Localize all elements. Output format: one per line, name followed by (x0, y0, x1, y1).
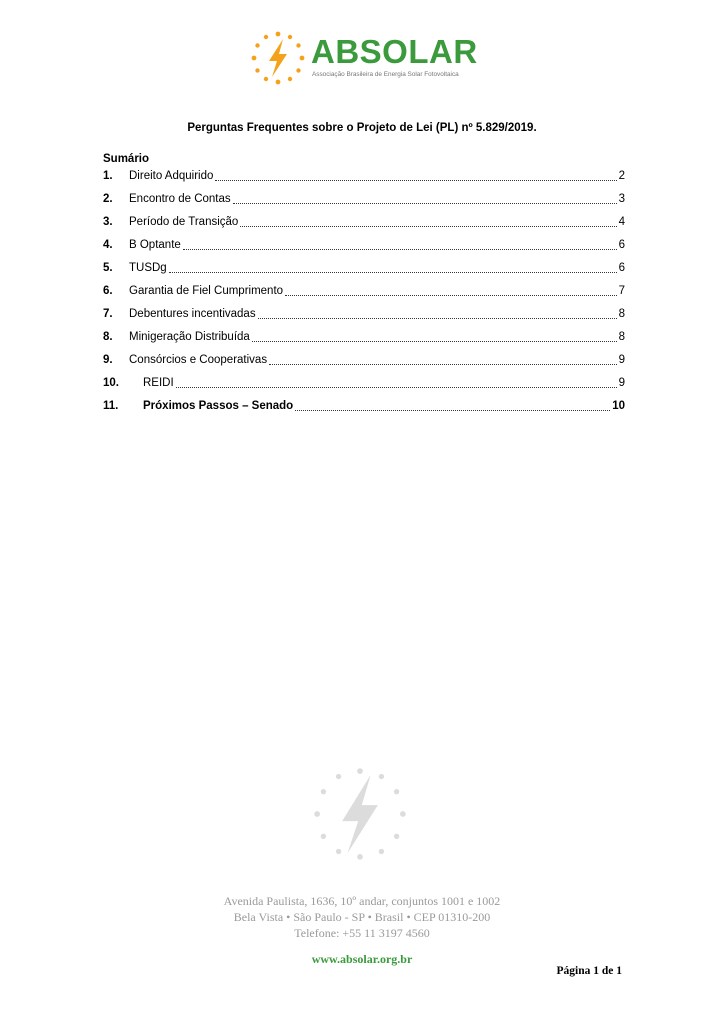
page-number: Página 1 de 1 (556, 965, 622, 977)
toc-leader-dots (269, 363, 617, 365)
address-line-1: Avenida Paulista, 1636, 10º andar, conjuntos 1001 e 1002 (223, 894, 501, 908)
toc-entry-b-optante[interactable] (103, 237, 625, 253)
toc-leader-dots (252, 340, 617, 342)
brand-tagline: Associação Brasileira de Energia Solar Fotovoltaica (312, 71, 459, 78)
toc-entry-page: 6 (618, 262, 625, 274)
toc-entry-page: 9 (618, 377, 625, 389)
toc-entry-number: 4. (103, 239, 113, 251)
toc-leader-dots (295, 409, 610, 411)
toc-leader-dots (169, 271, 617, 273)
toc-leader-dots (258, 317, 617, 319)
toc-entry-number: 5. (103, 262, 113, 274)
toc-entry-label: Próximos Passos – Senado (143, 400, 294, 412)
toc-entry-number: 7. (103, 308, 113, 320)
toc-leader-dots (233, 202, 617, 204)
toc-entry-proximos-passos-senado[interactable] (103, 398, 625, 414)
toc-leader-dots (285, 294, 617, 296)
toc-entry-page: 2 (618, 170, 625, 182)
toc-entry-consorcios-e-cooperativas[interactable] (103, 352, 625, 368)
toc-entry-page: 8 (618, 331, 625, 343)
toc-entry-page: 3 (618, 193, 625, 205)
toc-entry-periodo-de-transicao[interactable] (103, 214, 625, 230)
brand-name: ABSOLAR (311, 33, 478, 70)
toc-entry-page: 6 (618, 239, 625, 251)
toc-entry-number: 2. (103, 193, 113, 205)
toc-entry-page: 8 (618, 308, 625, 320)
toc-entry-number: 6. (103, 285, 113, 297)
toc-entry-number: 10. (103, 377, 119, 389)
toc-entry-direito-adquirido[interactable] (103, 168, 625, 184)
sun-bolt-icon (250, 30, 306, 86)
phone-number: Telefone: +55 11 3197 4560 (294, 926, 430, 940)
toc-entry-label: REIDI (143, 377, 174, 389)
toc-entry-number: 9. (103, 354, 113, 366)
toc-entry-label: Consórcios e Cooperativas (129, 354, 268, 366)
toc-entry-tusdg[interactable] (103, 260, 625, 276)
toc-entry-label: Debentures incentivadas (129, 308, 256, 320)
document-title: Perguntas Frequentes sobre o Projeto de Lei (PL) nº 5.829/2019. (187, 122, 537, 134)
toc-leader-dots (176, 386, 617, 388)
toc-entry-number: 11. (103, 400, 119, 412)
toc-entry-page: 7 (618, 285, 625, 297)
toc-entry-label: B Optante (129, 239, 181, 251)
toc-entry-label: Período de Transição (129, 216, 239, 228)
footer-address (0, 893, 724, 941)
toc-leader-dots (183, 248, 617, 250)
toc-entry-label: TUSDg (129, 262, 167, 274)
toc-leader-dots (215, 179, 616, 181)
toc-entry-label: Direito Adquirido (129, 170, 214, 182)
toc-entry-number: 3. (103, 216, 113, 228)
toc-entry-page: 9 (618, 354, 625, 366)
toc-entry-page: 4 (618, 216, 625, 228)
toc-entry-number: 8. (103, 331, 113, 343)
toc-entry-reidi[interactable] (103, 375, 625, 391)
toc-entry-label: Minigeração Distribuída (129, 331, 250, 343)
toc-entry-label: Encontro de Contas (129, 193, 231, 205)
toc-entry-page: 10 (612, 400, 625, 412)
toc-entry-minigeracao-distribuida[interactable] (103, 329, 625, 345)
toc-leader-dots (240, 225, 616, 227)
absolar-logo (250, 30, 478, 92)
toc-entry-number: 1. (103, 170, 113, 182)
address-line-2: Bela Vista • São Paulo - SP • Brasil • CEP 01310-200 (233, 910, 491, 924)
toc-entry-label: Garantia de Fiel Cumprimento (129, 285, 284, 297)
sun-bolt-watermark-icon (310, 764, 410, 864)
website-link[interactable]: www.absolar.org.br (311, 952, 413, 966)
toc-entry-debentures-incentivadas[interactable] (103, 306, 625, 322)
toc-entry-encontro-de-contas[interactable] (103, 191, 625, 207)
toc-heading: Sumário (103, 153, 150, 165)
toc-entry-garantia-de-fiel-cumprimento[interactable] (103, 283, 625, 299)
